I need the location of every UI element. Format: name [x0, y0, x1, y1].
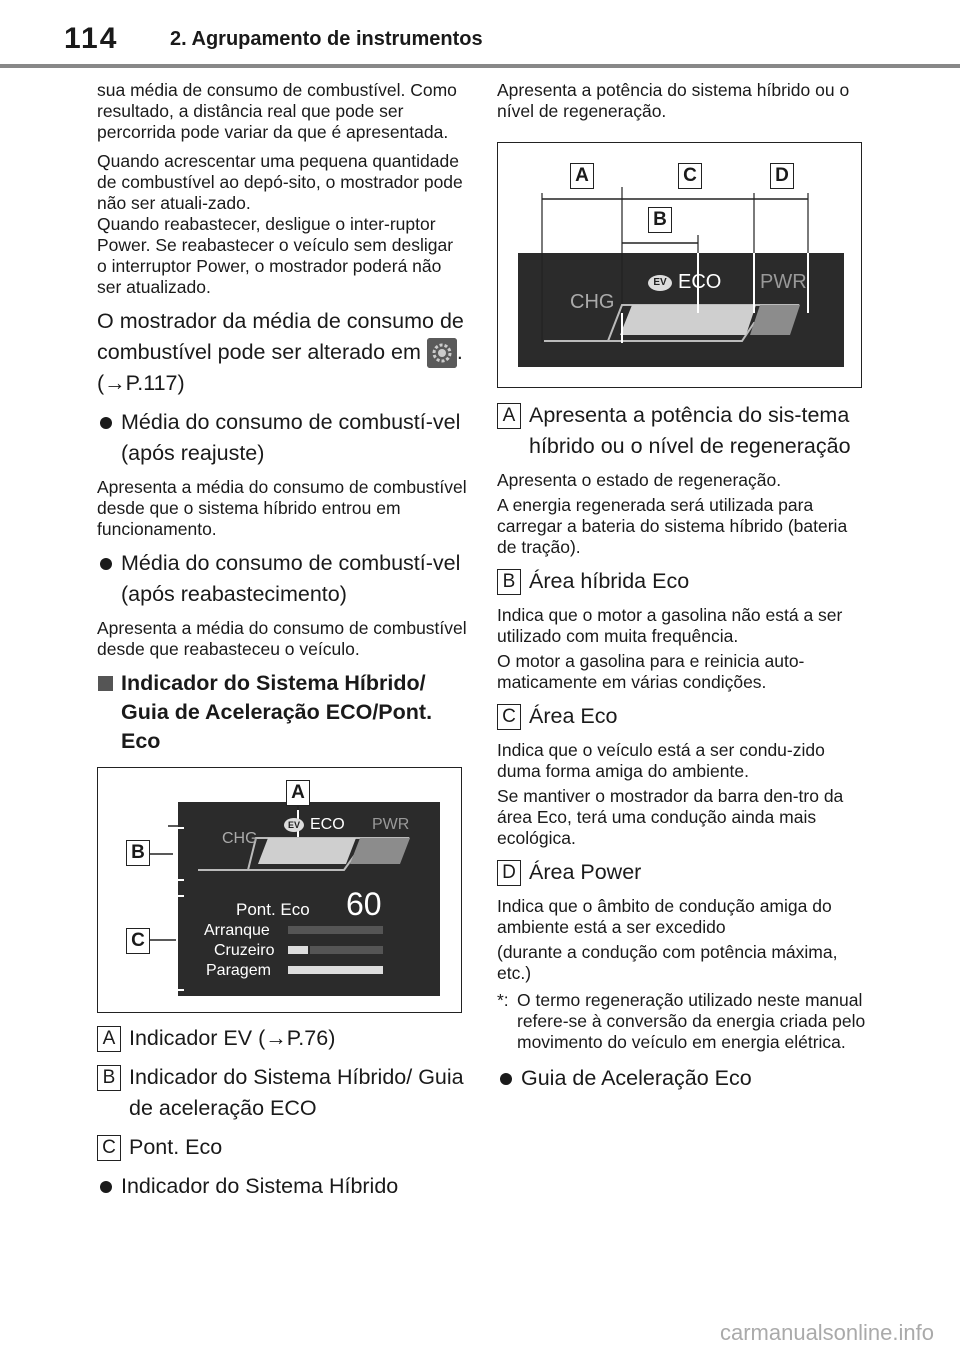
heading-line: Eco	[121, 729, 161, 754]
paragraph: (durante a condução com potência máxima, etc.)	[497, 942, 838, 983]
bullet-title: Indicador do Sistema Híbrido	[97, 1171, 467, 1202]
callout-label-b: B	[648, 207, 672, 233]
display-change-note	[97, 306, 467, 399]
callout-label-a: A	[570, 163, 594, 189]
legend-item	[497, 566, 867, 597]
eco-label: ECO	[310, 816, 345, 834]
footnote-mark: *:	[497, 990, 509, 1010]
bullet-title: Guia de Aceleração Eco	[497, 1063, 867, 1094]
paragraph: O motor a gasolina para e reinicia auto-maticamente em várias condições.	[497, 651, 805, 692]
ev-badge: EV	[284, 818, 304, 832]
item-label: A	[497, 403, 521, 429]
display-change-text: O mostrador da média de consumo de combustível pode ser alterado em	[97, 309, 464, 364]
heading-line: Guia de Aceleração ECO/Pont.	[121, 700, 433, 725]
right-column	[497, 80, 867, 1102]
paragraph: Indica que o motor a gasolina não está a ser utilizado com muita frequência.	[497, 605, 843, 646]
header-rule	[0, 64, 960, 68]
item-title: Área Power	[529, 860, 642, 884]
paragraph: Indica que o veículo está a ser condu-zido duma forma amiga do ambiente.	[497, 740, 825, 781]
legend-item	[97, 1132, 467, 1163]
eco-score: 60	[346, 886, 382, 923]
legend-item	[497, 857, 867, 888]
pont-eco-label: Pont. Eco	[236, 900, 310, 920]
item-text: Indicador do Sistema Híbrido/ Guia de aceleração ECO	[129, 1065, 464, 1121]
legend-item	[497, 701, 867, 732]
paragraph: Apresenta a média do consumo de combustível desde que reabasteceu o veículo.	[97, 618, 467, 660]
eco-indicator-illustration	[98, 768, 461, 1012]
paragraph: Apresenta a potência do sistema híbrido ou o nível de regeneração.	[497, 80, 850, 121]
paragraph: Apresenta a média do consumo de combustível desde que o sistema híbrido entrou em funcionamento.	[97, 477, 467, 540]
legend-item	[497, 400, 867, 462]
item-label: C	[97, 1135, 121, 1161]
page-ref: . (→P.117)	[97, 340, 463, 396]
callout-label-c: C	[126, 928, 150, 954]
item-label: C	[497, 704, 521, 730]
heading-line: Indicador do Sistema Híbrido/	[121, 671, 426, 696]
cruzeiro-label: Cruzeiro	[214, 942, 275, 960]
chapter-title: 2. Agrupamento de instrumentos	[170, 28, 483, 50]
callout-label-b: B	[126, 840, 150, 866]
legend-item	[97, 1062, 467, 1124]
item-title: Área Eco	[529, 704, 618, 728]
square-bullet-icon	[98, 676, 113, 691]
bullet-title: Média do consumo de combustí-vel (após reajuste)	[97, 407, 467, 469]
item-label: B	[97, 1065, 121, 1091]
item-label: D	[497, 860, 521, 886]
item-title: Apresenta a potência do sis-tema híbrido ou o nível de regeneração	[529, 403, 851, 458]
paragraph: sua média de consumo de combustível. Como resultado, a distância real que pode ser percorrida pode variar da que é apresentada.	[97, 80, 457, 142]
item-label: A	[97, 1026, 121, 1052]
gear-icon	[427, 338, 457, 368]
callout-label-c: C	[678, 163, 702, 189]
pwr-label: PWR	[760, 271, 807, 293]
eco-label: ECO	[678, 271, 722, 293]
item-text: Pont. Eco	[129, 1135, 223, 1160]
callout-label-d: D	[770, 163, 794, 189]
footnote	[497, 990, 867, 1053]
item-title: Área híbrida Eco	[529, 569, 690, 593]
paragraph: A energia regenerada será utilizada para carregar a bateria do sistema híbrido (bateria de tração).	[497, 495, 848, 557]
legend-item	[97, 1023, 467, 1054]
watermark: carmanualsonline.info	[719, 1320, 934, 1345]
ev-badge: EV	[648, 275, 672, 291]
page-number: 114	[64, 22, 119, 55]
pwr-label: PWR	[372, 816, 410, 834]
chg-label: CHG	[222, 830, 258, 848]
paragraph: Indica que o âmbito de condução amiga do ambiente está a ser excedido	[497, 896, 832, 937]
paragraph: Quando reabastecer, desligue o inter-ruptor Power. Se reabastecer o veículo sem desligar o interruptor Power, o mostrador poderá não ser atualizado.	[97, 214, 454, 297]
section-heading	[97, 668, 467, 757]
hybrid-indicator-figure	[497, 142, 862, 388]
callout-label-a: A	[286, 780, 310, 806]
left-column	[97, 80, 467, 1210]
arranque-label: Arranque	[204, 922, 270, 940]
chg-label: CHG	[570, 291, 615, 313]
item-text: Indicador EV (→P.76)	[129, 1026, 336, 1051]
eco-indicator-figure	[97, 767, 462, 1013]
bullet-title: Média do consumo de combustí-vel (após reabastecimento)	[97, 548, 467, 610]
paragraph: Quando acrescentar uma pequena quantidade de combustível ao depó-sito, o mostrador pode não ser atuali-zado.	[97, 151, 463, 213]
footnote-text: O termo regeneração utilizado neste manual refere-se à conversão da energia criada pelo movimento do veículo em energia elétrica.	[517, 990, 866, 1052]
paragraph: Se mantiver o mostrador da barra den-tro da área Eco, terá uma condução ainda mais ecológica.	[497, 786, 844, 848]
item-label: B	[497, 569, 521, 595]
paragem-label: Paragem	[206, 962, 271, 980]
paragraph: Apresenta o estado de regeneração.	[497, 470, 782, 490]
